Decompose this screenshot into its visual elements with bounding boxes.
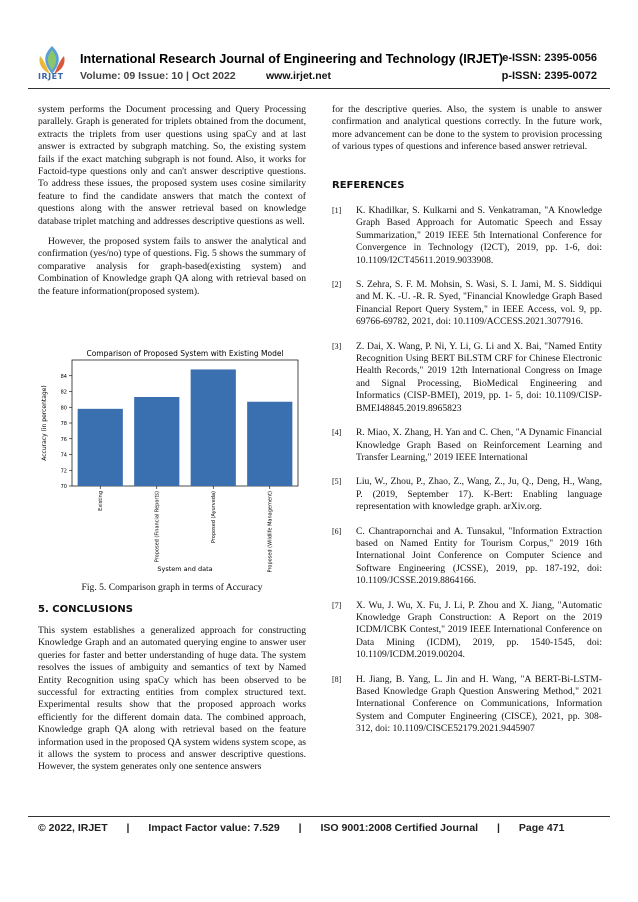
header-divider bbox=[28, 88, 610, 89]
footer-separator: | bbox=[298, 822, 302, 834]
reference-text: S. Zehra, S. F. M. Mohsin, S. Wasi, S. I. Jami, M. S. Siddiqui and M. K. -U. -R. R. Syed, "Financial Knowledge Graph Based Financial Report Query System," in IEEE Access, vol. 9, pp. 69766-69782, 2021, doi: 10.1109/ACCESS.2021.3077916. bbox=[356, 279, 602, 328]
iso-certification: ISO 9001:2008 Certified Journal bbox=[320, 822, 479, 834]
y-axis-label: Accuracy (in percentage) bbox=[41, 385, 48, 461]
y-tick-label: 84 bbox=[60, 373, 67, 380]
reference-number: [5] bbox=[332, 477, 342, 487]
journal-title: International Research Journal of Engineering and Technology (IRJET) bbox=[80, 52, 504, 66]
reference-text: R. Miao, X. Zhang, H. Yan and C. Chen, "A Dynamic Financial Knowledge Graph Based on Reinforcement Learning and Transfer Learning," 2019 IEEE International bbox=[356, 427, 602, 463]
page-number: Page 471 bbox=[518, 822, 565, 834]
body-paragraph: for the descriptive queries. Also, the system is unable to answer confirmation and analytical questions correctly. In the future work, more advancement can be done to the system to provision processing of various types of questions and inference based answer retrieval. bbox=[332, 104, 602, 153]
reference-number: [7] bbox=[332, 600, 342, 610]
figure-caption: Fig. 5. Comparison graph in terms of Accuracy bbox=[81, 582, 263, 593]
x-tick-label: Proposed (Ayurveda) bbox=[210, 491, 217, 544]
copyright: © 2022, IRJET bbox=[38, 822, 108, 834]
reference-item bbox=[332, 205, 602, 267]
page-header bbox=[0, 0, 638, 92]
reference-number: [2] bbox=[332, 280, 342, 290]
left-column bbox=[38, 104, 306, 306]
references-list bbox=[332, 205, 602, 748]
reference-item bbox=[332, 600, 602, 662]
reference-item bbox=[332, 476, 602, 513]
chart-bar bbox=[247, 402, 292, 486]
y-tick-label: 82 bbox=[60, 389, 67, 396]
chart-title: Comparison of Proposed System with Existing Model bbox=[86, 349, 284, 358]
reference-text: Z. Dai, X. Wang, P. Ni, Y. Li, G. Li and X. Bai, "Named Entity Recognition Using BERT BiLSTM CRF for Chinese Electronic Health Records," 2019 12th International Congress on Image and Signal Processing, BioMedical Engineering and Informatics (CISP-BMEI), 2019, pp. 1- 5, doi: 10.1109/CISP-BMEI48845.2019.8965823 bbox=[356, 340, 602, 414]
footer-separator: | bbox=[497, 822, 500, 834]
reference-number: [3] bbox=[332, 341, 342, 351]
y-tick-label: 78 bbox=[60, 421, 67, 427]
x-tick-label: Proposed (Wildlife Management) bbox=[267, 491, 274, 573]
pissn: p-ISSN: 2395-0072 bbox=[501, 70, 597, 82]
reference-text: C. Chantrapornchai and A. Tunsakul, "Information Extraction based on Named Entity for Tourism Corpus," 2019 16th International Joint Conference on Computer Science and Software Engineering (JCSSE), 2019, pp. 187-192, doi: 10.1109/JCSSE.2019.8864166. bbox=[356, 525, 602, 587]
x-tick-label: Existing bbox=[97, 491, 104, 511]
y-tick-label: 70 bbox=[60, 484, 67, 490]
reference-text: X. Wu, J. Wu, X. Fu, J. Li, P. Zhou and X. Jiang, "Automatic Knowledge Graph Construction: A Report on the 2019 ICDM/ICBK Contest," 2019 IEEE International Conference on Data Mining (ICDM), 2019, pp. 1540-1545, doi: 10.1109/ICDM.2019.00204. bbox=[356, 599, 602, 661]
reference-text: K. Khadilkar, S. Kulkarni and S. Venkatraman, "A Knowledge Graph Based Approach for Automatic Speech and Essay Summarization," 2019 IEEE 5th International Conference for Convergence in Technology (I2CT), 2019, pp. 1-6, doi: 10.1109/I2CT45611.2019.9033908. bbox=[356, 205, 602, 266]
accuracy-chart bbox=[38, 348, 306, 574]
x-tick-label: Proposed (Financial Reports) bbox=[154, 491, 161, 563]
reference-number: [4] bbox=[332, 428, 342, 438]
reference-number: [8] bbox=[332, 674, 342, 684]
chart-bar bbox=[191, 369, 236, 486]
reference-item bbox=[332, 427, 602, 464]
website-link[interactable]: www.irjet.net bbox=[266, 70, 331, 82]
reference-item bbox=[332, 279, 602, 329]
references-heading: REFERENCES bbox=[332, 180, 405, 191]
chart-svg bbox=[38, 348, 306, 574]
conclusions-text: This system establishes a generalized approach for constructing Knowledge Graph and an automated querying engine to answer user queries for faster and better understanding of huge data. The system resolves the issues of ambiguity and semantics of text by Named Entity Recognition using spaCy which has been observed to be successful for extracting entities from complex structured text. Experimental results show that the proposed approach works efficiently for the different domain data. The combined approach, Knowledge graph QA along with retrieval based on the feature information used in the proposed QA system widens system scope, as it allows the system to process and answer descriptive questions. However, the system generates only one sentence answers bbox=[38, 625, 306, 773]
footer-separator: | bbox=[126, 822, 130, 834]
reference-item bbox=[332, 526, 602, 588]
logo-text: IRJET bbox=[38, 72, 64, 81]
right-column bbox=[332, 104, 602, 162]
footer-divider bbox=[28, 816, 610, 817]
y-tick-label: 72 bbox=[60, 468, 67, 475]
x-axis-label: System and data bbox=[157, 565, 213, 573]
chart-bar bbox=[78, 409, 123, 486]
volume-issue: Volume: 09 Issue: 10 | Oct 2022 bbox=[80, 70, 236, 82]
y-tick-label: 76 bbox=[60, 436, 67, 443]
reference-number: [1] bbox=[332, 206, 342, 215]
body-paragraph: system performs the Document processing and Query Processing parallely. Graph is generated for triplets obtained from the document, extracts the triplets from user questions using spaCy and at last answer is extracted by subgraph matching. So, the existing system fails if the exact matching subgraph is not found. Also, it works for Factoid-type questions only and can't answer descriptive questions. To address these issues, the proposed system uses cosine similarity feature to find the candidate answers that match the context of questions along with the answer retrieval based on knowledge database triplet matching and addresses descriptive questions as well. bbox=[38, 104, 306, 227]
impact-factor: Impact Factor value: 7.529 bbox=[148, 822, 280, 834]
y-tick-label: 80 bbox=[60, 405, 67, 412]
page-footer bbox=[38, 822, 600, 834]
chart-bar bbox=[134, 397, 179, 486]
reference-item bbox=[332, 341, 602, 415]
eissn: e-ISSN: 2395-0056 bbox=[502, 52, 597, 64]
conclusions-heading: 5. CONCLUSIONS bbox=[38, 604, 133, 615]
reference-item bbox=[332, 674, 602, 736]
reference-text: H. Jiang, B. Yang, L. Jin and H. Wang, "A BERT-Bi-LSTM-Based Knowledge Graph Question Answering Method," 2021 International Conference on Communications, Information System and Computer Engineering (CISCE), 2021, pp. 308-312, doi: 10.1109/CISCE52179.2021.9445907 bbox=[356, 673, 602, 735]
reference-number: [6] bbox=[332, 526, 342, 536]
body-paragraph: However, the proposed system fails to answer the analytical and confirmation (yes/no) type of questions. Fig. 5 shows the summary of comparative analysis for graph-based(existing system) and Combination of Knowledge graph QA along with retrieval based on the feature information(proposed system). bbox=[38, 236, 306, 297]
y-tick-label: 74 bbox=[60, 452, 67, 459]
reference-text: Liu, W., Zhou, P., Zhao, Z., Wang, Z., Ju, Q., Deng, H., Wang, P. (2019, September 17). K-Bert: Enabling language representation with knowledge graph. arXiv.org. bbox=[356, 476, 602, 513]
